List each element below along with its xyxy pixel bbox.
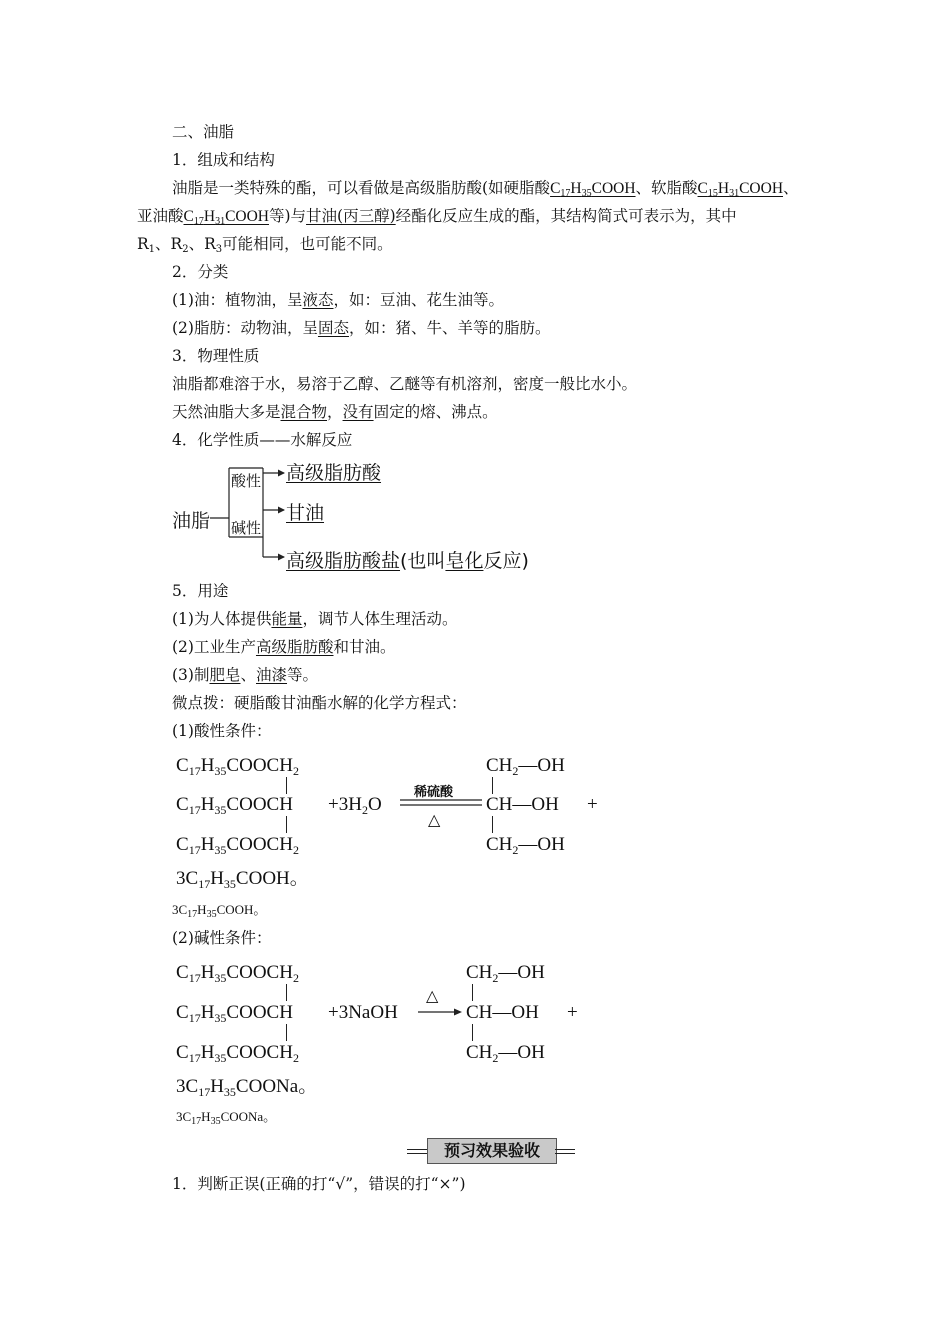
base-condition-label: (2)碱性条件： — [172, 929, 272, 947]
paragraph-line: (1)油：植物油，呈液态，如：豆油、花生油等。 — [172, 291, 504, 309]
ester-line: $C_{17}H_{35}COOCH$ — [176, 1002, 293, 1025]
tree-product-glycerol: 甘油 — [286, 502, 325, 524]
reversible-arrow — [398, 797, 484, 809]
subheading-uses: 5．用途 — [172, 582, 229, 600]
subheading-physical: 3．物理性质 — [172, 347, 260, 365]
plus-sign: + — [567, 1002, 578, 1023]
ester-line: $C_{17}H_{35}COOCH$ — [176, 794, 293, 817]
tree-root: 油脂 — [172, 510, 211, 532]
stearic-acid-formula: $C_{17}H_{35}COOH$ — [550, 180, 636, 199]
acid-condition-label: (1)酸性条件： — [172, 722, 272, 740]
product-acid-small: $3C_{17}H_{35}COOH$。 — [172, 902, 267, 920]
tree-label-acidic: 酸性 — [231, 472, 262, 490]
glycerol-line: $CH_2—OH$ — [486, 834, 565, 857]
section-heading: 二、油脂 — [172, 123, 235, 141]
heat-symbol: △ — [426, 988, 439, 1005]
tree-product-salt: 高级脂肪酸盐(也叫皂化反应) — [286, 550, 529, 572]
preview-section-banner — [407, 1137, 575, 1163]
subheading-chemical: 4．化学性质——水解反应 — [172, 431, 353, 449]
glycerol-line: $CH_2—OH$ — [486, 755, 565, 778]
product-salt-small: $3C_{17}H_{35}COONa$。 — [176, 1109, 277, 1127]
forward-arrow — [416, 1006, 464, 1018]
plus-sign: + — [587, 794, 598, 815]
paragraph-line: (1)为人体提供能量，调节人体生理活动。 — [172, 610, 458, 628]
paragraph-line: 油脂都难溶于水，易溶于乙醇、乙醚等有机溶剂，密度一般比水小。 — [172, 375, 638, 393]
product-salt: $3C_{17}H_{35}COONa$。 — [176, 1076, 318, 1099]
product-acid: $3C_{17}H_{35}COOH$。 — [176, 868, 309, 891]
glycerol-line: CH—OH — [466, 1002, 539, 1023]
paragraph-line: (3)制肥皂、油漆等。 — [172, 666, 319, 684]
paragraph-line: 天然油脂大多是混合物，没有固定的熔、沸点。 — [172, 403, 498, 421]
ester-line: $C_{17}H_{35}COOCH_2$ — [176, 755, 299, 778]
paragraph-line: 油脂是一类特殊的酯，可以看做是高级脂肪酸(如硬脂酸$C_{17}H_{35}COOH$、软脂酸$C_{15}H_{31}COOH$、 — [172, 179, 799, 199]
ester-line: $C_{17}H_{35}COOCH_2$ — [176, 834, 299, 857]
subheading-classification: 2．分类 — [172, 263, 229, 281]
paragraph-line: (2)工业生产高级脂肪酸和甘油。 — [172, 638, 396, 656]
preview-title: 预习效果验收 — [427, 1138, 557, 1164]
naoh-reagent: +3NaOH — [328, 1002, 398, 1023]
glycerol-line: $CH_2—OH$ — [466, 1042, 545, 1065]
catalyst-label: 稀硫酸 — [414, 785, 454, 800]
subheading-composition: 1．组成和结构 — [172, 151, 275, 169]
glycerol-term: 甘油(丙三醇) — [306, 207, 396, 225]
heat-symbol: △ — [428, 812, 441, 829]
glycerol-line: CH—OH — [486, 794, 559, 815]
glycerol-line: $CH_2—OH$ — [466, 962, 545, 985]
water-reagent: $+3H_2O$ — [328, 794, 382, 817]
tree-lines — [0, 0, 950, 600]
linoleic-acid-formula: $C_{17}H_{31}COOH$ — [183, 208, 269, 227]
ester-line: $C_{17}H_{35}COOCH_2$ — [176, 962, 299, 985]
paragraph-line: $R_1$、$R_2$、$R_3$可能相同，也可能不同。 — [137, 235, 393, 255]
paragraph-line: 亚油酸$C_{17}H_{31}COOH$等)与甘油(丙三醇)经酯化反应生成的酯，其结构简式可表示为，其中 — [137, 207, 737, 227]
palmitic-acid-formula: $C_{15}H_{31}COOH$ — [697, 180, 784, 199]
paragraph-line: (2)脂肪：动物油，呈固态，如：猪、牛、羊等的脂肪。 — [172, 319, 551, 337]
question-1: 1．判断正误(正确的打“√”，错误的打“×”) — [172, 1175, 466, 1193]
tree-label-basic: 碱性 — [231, 519, 262, 537]
ester-line: $C_{17}H_{35}COOCH_2$ — [176, 1042, 299, 1065]
tree-product-fatty-acid: 高级脂肪酸 — [286, 462, 382, 484]
tip-text: 微点拨：硬脂酸甘油酯水解的化学方程式： — [172, 694, 467, 712]
